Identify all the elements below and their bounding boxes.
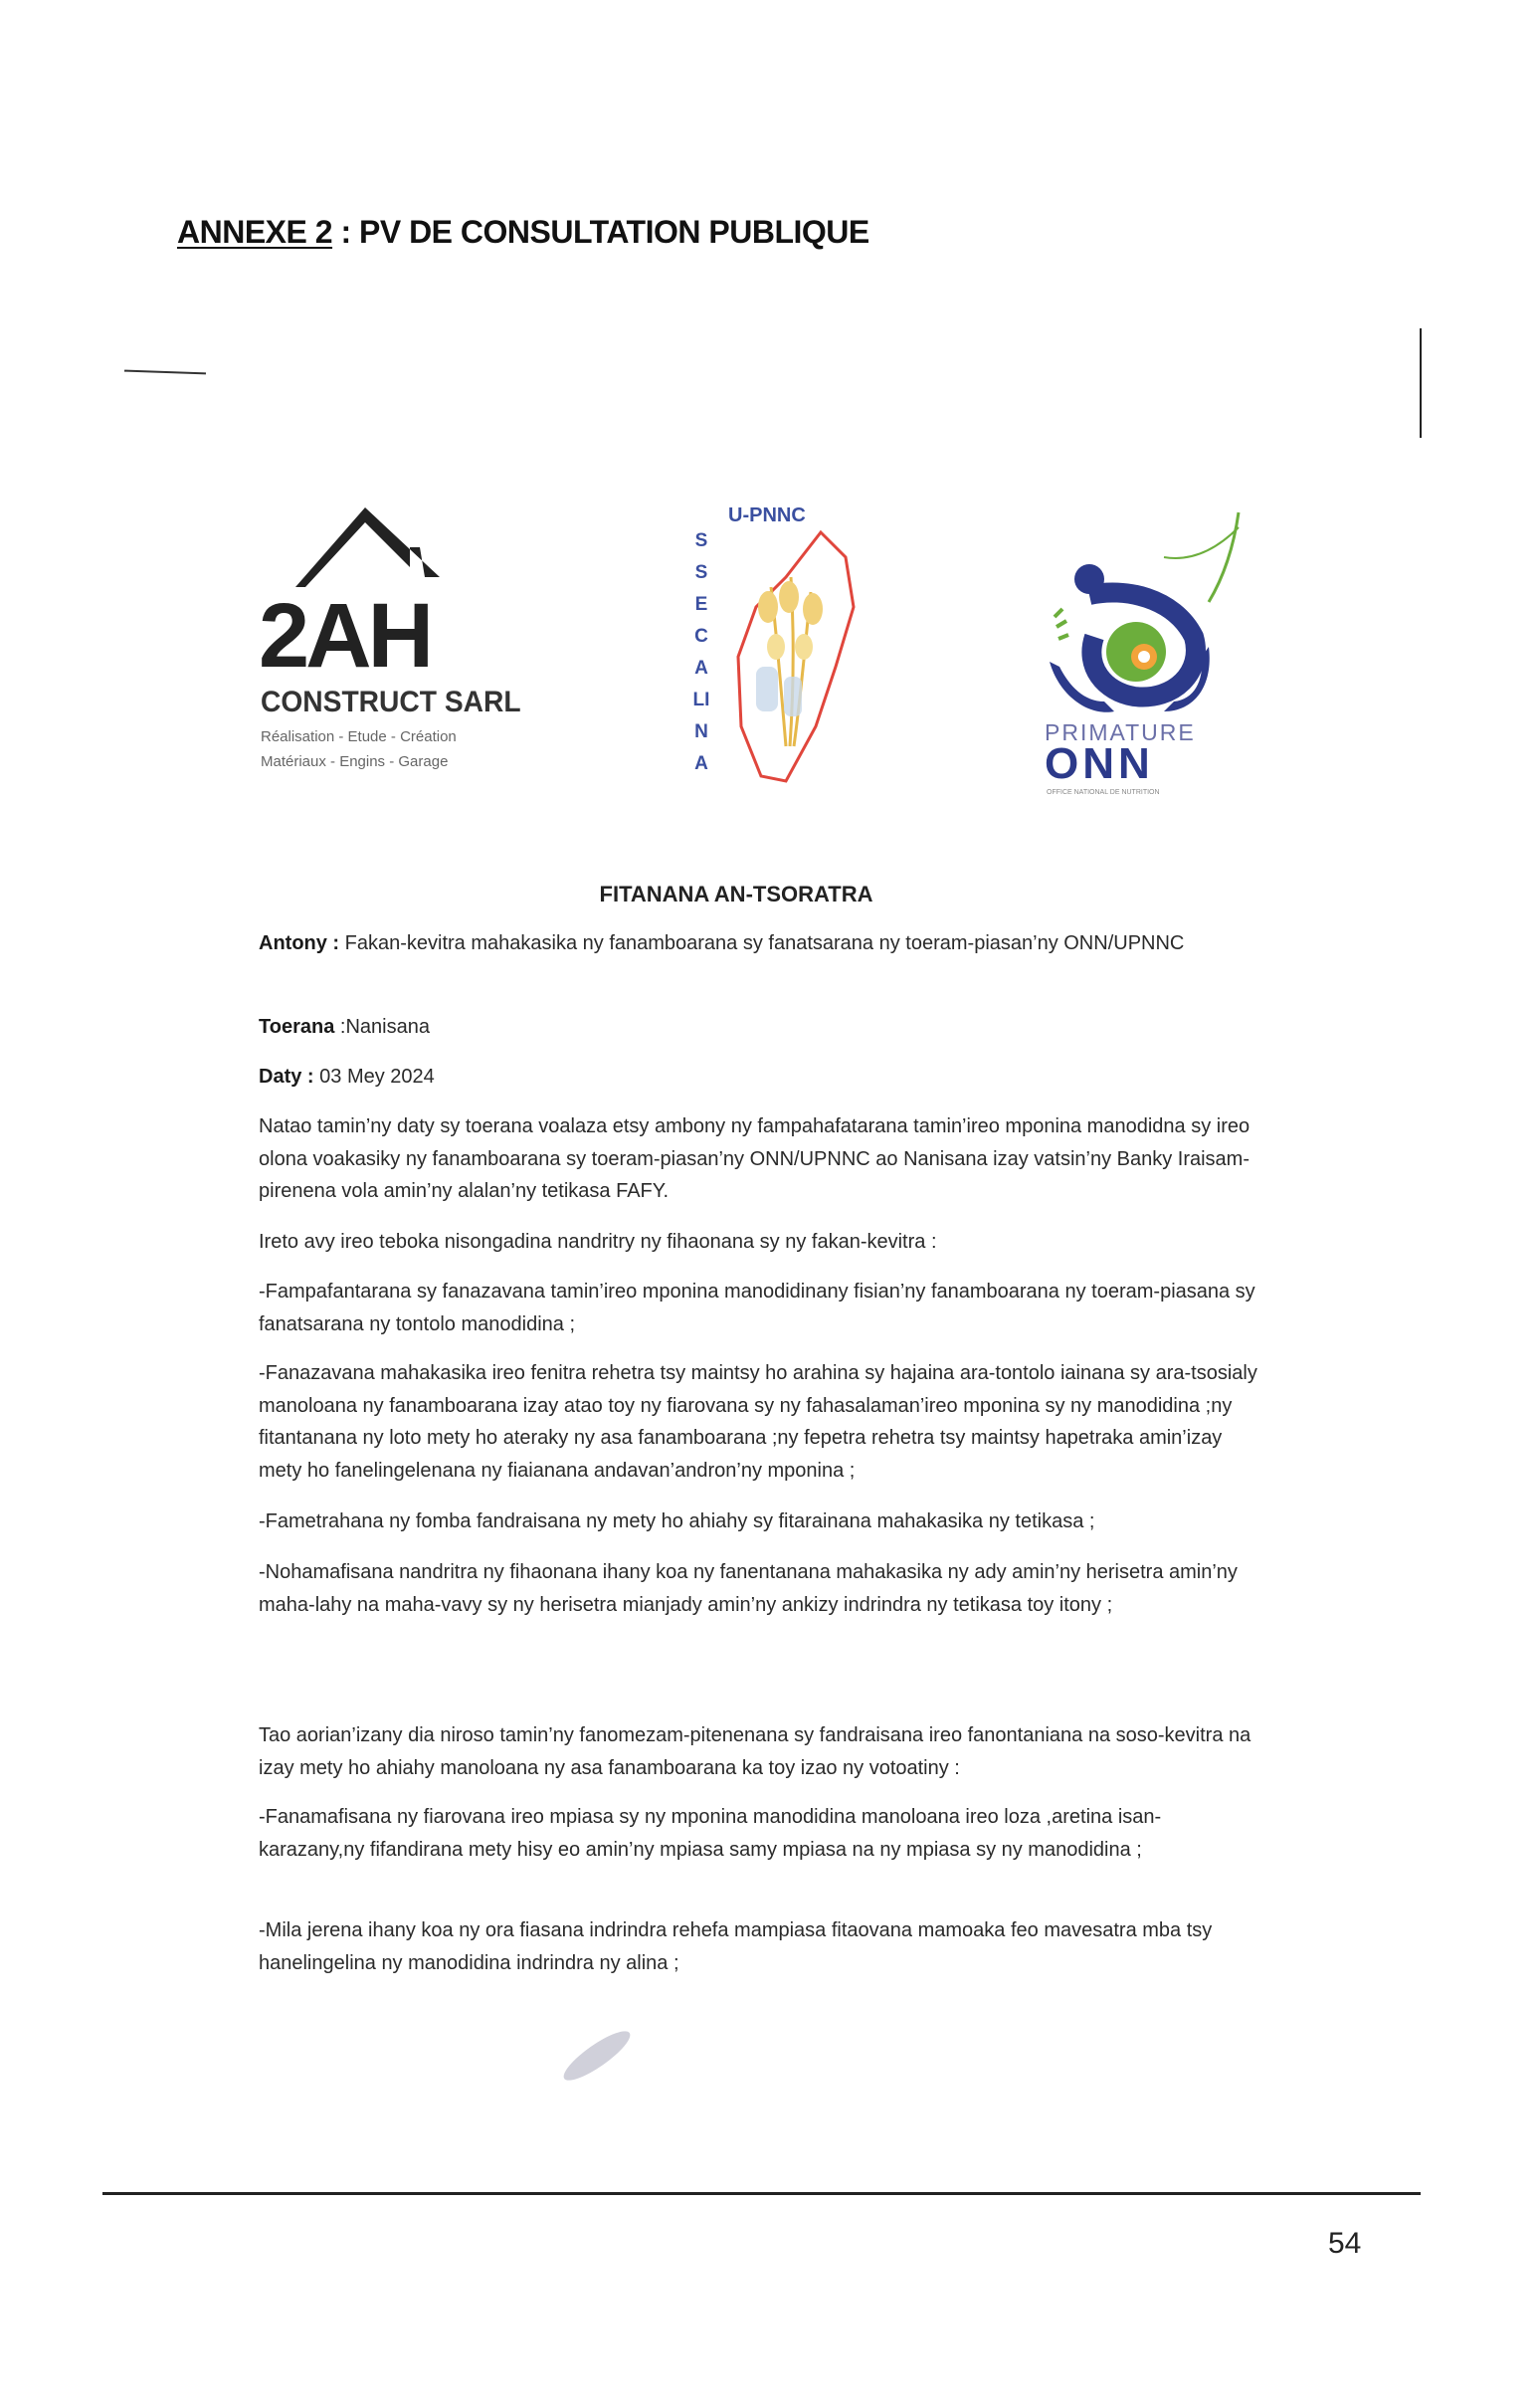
logo-onn-primature: PRIMATURE — [1045, 719, 1196, 745]
field-toerana-label: Toerana — [259, 1016, 335, 1038]
paragraph: Tao aorian’izany dia niroso tamin’ny fanomezam-pitenenana sy fandraisana ireo fanontaniana na soso-kevitra na izay mety ho ahiahy manoloana ny asa fanamboarana ka toy izao ny votoatiny : — [259, 1724, 1251, 1779]
field-daty — [259, 1061, 1259, 1094]
logo-upnnc-vertical: SSECALINA — [692, 530, 710, 774]
logo-2ah-line2: Réalisation - Etude - Création — [261, 728, 457, 745]
logo-2ah-line1: CONSTRUCT SARL — [261, 686, 521, 719]
heading-title: : PV DE CONSULTATION PUBLIQUE — [332, 214, 869, 250]
scan-mark — [124, 370, 206, 375]
footer-rule — [102, 2192, 1421, 2195]
scan-edge — [1420, 328, 1422, 438]
page-number: 54 — [1328, 2227, 1362, 2260]
field-antony — [259, 927, 1259, 960]
paragraph: -Mila jerena ihany koa ny ora fiasana indrindra rehefa mampiasa fitaovana mamoaka feo mavesatra mba tsy hanelingelina ny manodidina indrindra ny alina ; — [259, 1919, 1213, 1974]
paragraph: -Fanamafisana ny fiarovana ireo mpiasa sy ny mponina manodidina manoloana ireo loza ,aretina isan-karazany,ny fifandirana mety hisy eo amin’ny mpiasa samy mpiasa na ny mpiasa sy ny manodidina ; — [259, 1806, 1162, 1861]
family-nutrition-icon — [1045, 507, 1253, 798]
field-antony-label: Antony : — [259, 932, 340, 954]
field-toerana-value: :Nanisana — [334, 1016, 430, 1038]
paragraph: -Nohamafisana nandritra ny fihaonana ihany koa ny fanentanana mahakasika ny ady amin’ny herisetra amin’ny maha-lahy na maha-vavy sy ny herisetra mianjady amin’ny ankizy indrindra ny tetikasa toy itony ; — [259, 1561, 1238, 1616]
field-toerana — [259, 1011, 1259, 1044]
logo-2ah — [259, 507, 521, 788]
field-antony-value: Fakan-kevitra mahakasika ny fanamboarana sy fanatsarana ny toeram-piasan’ny ONN/UPNNC — [339, 932, 1185, 954]
paragraph: -Fanazavana mahakasika ireo fenitra rehetra tsy maintsy ho arahina sy hajaina ara-tontolo iainana sy ara-tsosialy manoloana ny fanamboarana izay atao toy ny fiarovana sy ny fahasalaman’ireo mponina sy ny manodidina ;ny fitantanana ny loto mety ho ateraky ny asa fanamboarana ;ny fepetra rehetra tsy maintsy hapetraka amin’izay mety ho fanelingelenana ny fiaianana andavan’andron’ny mponina ; — [259, 1362, 1257, 1482]
logo-2ah-mark: 2AH — [259, 585, 431, 687]
heading-annex-label: ANNEXE 2 — [177, 214, 333, 250]
paragraph: Natao tamin’ny daty sy toerana voalaza etsy ambony ny fampahafatarana tamin’ireo mponina manodidna sy ireo olona voakasiky ny fanamboarana sy toeram-piasan’ny ONN/UPNNC ao Nanisana izay vatsin’ny Banky Iraisam-pirenena vola amin’ny alalan’ny tetikasa FAFY. — [259, 1115, 1250, 1202]
logo-onn-subtitle: OFFICE NATIONAL DE NUTRITION — [1047, 789, 1160, 796]
paragraph: -Fametrahana ny fomba fandraisana ny mety ho ahiahy sy fitarainana mahakasika ny tetikasa ; — [259, 1510, 1095, 1532]
logo-upnnc — [676, 498, 875, 802]
logo-onn-acronym: ONN — [1045, 739, 1154, 788]
logo-2ah-line3: Matériaux - Engins - Garage — [261, 753, 449, 770]
field-daty-value: 03 Mey 2024 — [313, 1066, 435, 1088]
paragraph: -Fampafantarana sy fanazavana tamin’ireo mponina manodidinany fisian’ny fanamboarana ny toeram-piasana sy fanatsarana ny tontolo manodidina ; — [259, 1281, 1255, 1335]
house-roof-icon — [259, 507, 521, 788]
paragraph: Ireto avy ireo teboka nisongadina nandritry ny fihaonana sy ny fakan-kevitra : — [259, 1231, 937, 1253]
page-heading — [177, 214, 869, 251]
ink-smudge — [558, 2024, 636, 2088]
document-title: FITANANA AN-TSORATRA — [599, 882, 873, 906]
logo-onn — [1045, 507, 1253, 798]
field-daty-label: Daty : — [259, 1066, 314, 1088]
logo-upnnc-title: U-PNNC — [728, 504, 806, 526]
